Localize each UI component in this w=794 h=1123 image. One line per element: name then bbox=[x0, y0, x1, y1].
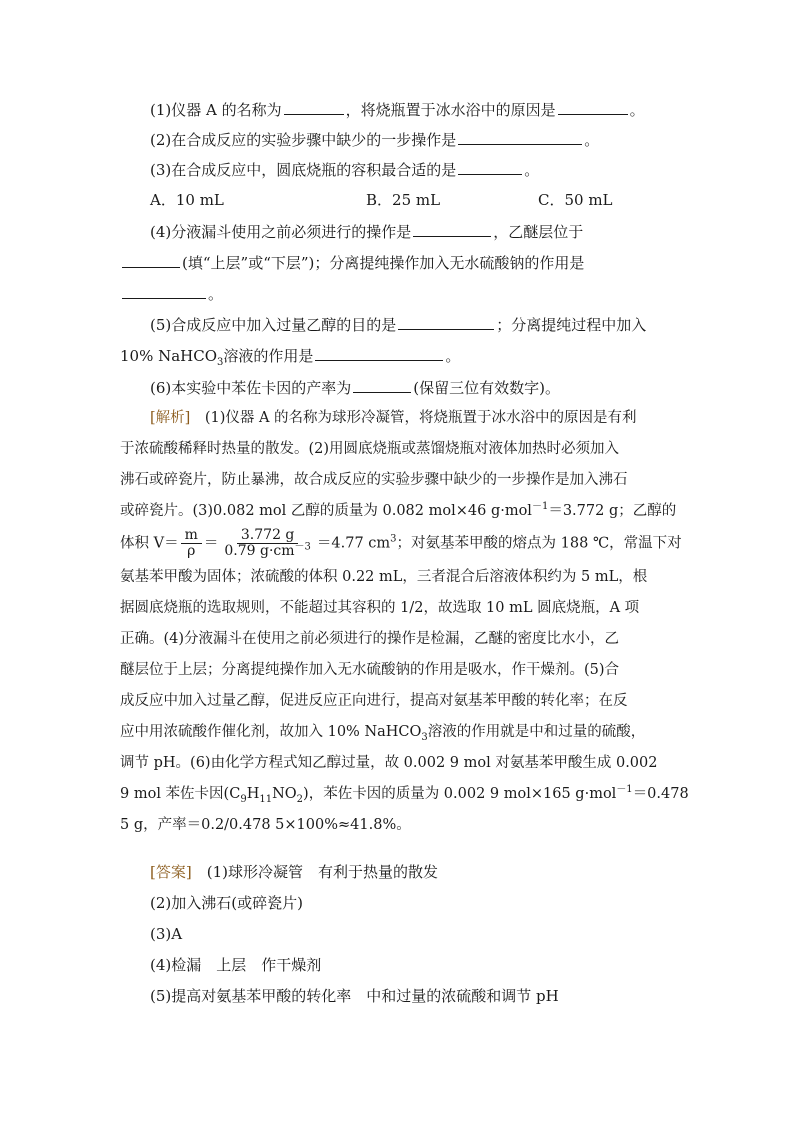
solution-text: ＝3.772 g；乙醇的 bbox=[548, 503, 677, 519]
solution-text: 调节 pH。(6)由化学方程式知乙醇过量，故 0.002 9 mol 对氨基苯甲酸生成 0.002 bbox=[120, 755, 658, 771]
question-3 bbox=[150, 159, 539, 180]
solution-line-1 bbox=[150, 408, 637, 428]
superscript: －1 bbox=[616, 784, 633, 796]
fraction-m-rho bbox=[181, 528, 202, 559]
q6-blank bbox=[353, 377, 411, 393]
q5-text-4: 溶液的作用是 bbox=[223, 347, 314, 365]
solution-text: 成反应中加入过量乙醇，促进反应正向进行，提高对氨基苯甲酸的转化率；在反 bbox=[120, 693, 628, 709]
q5-blank-1 bbox=[398, 314, 494, 330]
fraction-denominator bbox=[220, 541, 315, 559]
answer-text: (4)检漏 上层 作干燥剂 bbox=[150, 956, 322, 974]
answer-line-4 bbox=[150, 955, 321, 975]
solution-line-3 bbox=[120, 470, 628, 490]
solution-text: 正确。(4)分液漏斗在使用之前必须进行的操作是检漏，乙醚的密度比水小，乙 bbox=[120, 631, 620, 647]
solution-text: 5 g，产率＝0.2/0.478 5×100%≈41.8%。 bbox=[120, 817, 411, 833]
subscript: 9 bbox=[240, 793, 247, 805]
q6-end: (保留三位有效数字)。 bbox=[413, 379, 560, 397]
solution-text: ；对氨基苯甲酸的熔点为 188 ℃，常温下对 bbox=[396, 535, 682, 552]
solution-text: H bbox=[246, 786, 260, 802]
q1-end: 。 bbox=[629, 101, 645, 119]
answer-line-2 bbox=[150, 893, 303, 913]
q1-text: (1)仪器 A 的名称为 bbox=[150, 101, 282, 119]
q2-blank bbox=[458, 129, 582, 145]
fraction-numerator: 3.772 g bbox=[237, 528, 299, 544]
solution-text: 于浓硫酸稀释时热量的散发。(2)用圆底烧瓶或蒸馏烧瓶对液体加热时必须加入 bbox=[120, 441, 620, 457]
option-c: C．50 mL bbox=[538, 191, 613, 209]
question-5-line-1 bbox=[150, 314, 646, 335]
solution-line-13 bbox=[120, 784, 689, 804]
question-2 bbox=[150, 129, 599, 150]
question-3-options bbox=[150, 190, 613, 210]
solution-text: ＝0.478 bbox=[632, 786, 689, 802]
q4-end: 。 bbox=[208, 285, 224, 303]
solution-text: (1)仪器 A 的名称为球形冷凝管，将烧瓶置于冰水浴中的原因是有利 bbox=[204, 410, 637, 426]
q4-text-2: ，乙醚层位于 bbox=[493, 223, 584, 241]
solution-line-8 bbox=[120, 629, 619, 649]
answer-text: (5)提高对氨基苯甲酸的转化率 中和过量的浓硫酸和调节 pH bbox=[150, 987, 559, 1005]
answer-line-5 bbox=[150, 986, 559, 1006]
q2-text: (2)在合成反应的实验步骤中缺少的一步操作是 bbox=[150, 131, 457, 149]
solution-text: 据圆底烧瓶的选取规则，不能超过其容积的 1/2，故选取 10 mL 圆底烧瓶，A 项 bbox=[120, 600, 640, 616]
q1-blank-2 bbox=[558, 99, 628, 115]
solution-line-9 bbox=[120, 660, 619, 680]
solution-line-7 bbox=[120, 598, 639, 618]
subscript: 11 bbox=[259, 793, 273, 805]
q5-subscript: 3 bbox=[217, 357, 224, 368]
answer-text: (1)球形冷凝管 有利于热量的散发 bbox=[206, 863, 438, 881]
q5-blank-2 bbox=[315, 345, 443, 361]
q1-blank-1 bbox=[284, 99, 344, 115]
denominator-text: 0.79 g·cm bbox=[224, 543, 295, 559]
solution-line-14 bbox=[120, 815, 411, 835]
question-4-line-3 bbox=[120, 283, 223, 304]
fraction-denominator: ρ bbox=[187, 543, 196, 559]
answer-line-3 bbox=[150, 924, 182, 944]
q4-blank-1 bbox=[413, 221, 491, 237]
question-1 bbox=[150, 99, 645, 120]
solution-line-4 bbox=[120, 501, 676, 521]
answer-text: (2)加入沸石(或碎瓷片) bbox=[150, 894, 303, 912]
q1-text-2: ，将烧瓶置于冰水浴中的原因是 bbox=[345, 101, 556, 119]
q4-blank-3 bbox=[122, 283, 206, 299]
subscript: 2 bbox=[296, 793, 304, 805]
solution-text: NO bbox=[272, 786, 297, 802]
q3-end: 。 bbox=[524, 161, 540, 179]
solution-text: 沸石或碎瓷片，防止暴沸，故合成反应的实验步骤中缺少的一步操作是加入沸石 bbox=[120, 472, 628, 488]
fraction-mass-density bbox=[220, 528, 315, 559]
solution-line-10 bbox=[120, 691, 628, 711]
fraction-numerator: m bbox=[181, 528, 202, 544]
q5-text: (5)合成反应中加入过量乙醇的目的是 bbox=[150, 316, 397, 334]
answer-tag: [答案] bbox=[150, 863, 192, 881]
option-a: A．10 mL bbox=[150, 191, 224, 209]
option-b: B．25 mL bbox=[366, 191, 441, 209]
q5-text-3: 10% NaHCO bbox=[120, 347, 218, 365]
answer-line-1 bbox=[150, 862, 438, 882]
question-4-line-1 bbox=[150, 221, 583, 242]
q3-text: (3)在合成反应中，圆底烧瓶的容积最合适的是 bbox=[150, 161, 457, 179]
solution-line-2 bbox=[120, 439, 619, 459]
solution-text: 或碎瓷片。(3)0.082 mol 乙醇的质量为 0.082 mol×46 g·mol bbox=[120, 503, 532, 519]
solution-text: 溶液的作用就是中和过量的硫酸， bbox=[427, 724, 646, 740]
subscript: 3 bbox=[421, 731, 428, 743]
solution-text: 氨基苯甲酸为固体；浓硫酸的体积 0.22 mL，三者混合后溶液体积约为 5 mL，根 bbox=[120, 569, 648, 585]
question-6 bbox=[150, 377, 560, 398]
solution-tag: [解析] bbox=[150, 410, 191, 426]
superscript: 3 bbox=[390, 533, 397, 545]
q2-end: 。 bbox=[584, 131, 600, 149]
superscript: －3 bbox=[294, 541, 311, 553]
solution-line-5 bbox=[120, 528, 682, 559]
q5-end: 。 bbox=[445, 347, 461, 365]
solution-line-11 bbox=[120, 722, 645, 742]
question-5-line-2 bbox=[120, 345, 460, 366]
equals-sign: ＝ bbox=[203, 535, 219, 552]
question-4-line-2 bbox=[120, 252, 584, 273]
q3-blank bbox=[458, 159, 522, 175]
q4-text-3: (填“上层”或“下层”)；分离提纯操作加入无水硫酸钠的作用是 bbox=[182, 254, 585, 272]
q4-blank-2 bbox=[122, 252, 180, 268]
answer-text: (3)A bbox=[150, 925, 183, 943]
solution-text: ＝4.77 cm bbox=[316, 535, 391, 552]
solution-line-6 bbox=[120, 567, 647, 587]
q4-text: (4)分液漏斗使用之前必须进行的操作是 bbox=[150, 223, 412, 241]
q5-text-2: ；分离提纯过程中加入 bbox=[496, 316, 647, 334]
superscript: －1 bbox=[531, 501, 549, 513]
solution-line-12 bbox=[120, 753, 657, 773]
solution-text: 应中用浓硫酸作催化剂，故加入 10% NaHCO bbox=[120, 724, 422, 740]
q6-text: (6)本实验中苯佐卡因的产率为 bbox=[150, 379, 352, 397]
solution-text: 体积 V＝ bbox=[120, 535, 179, 552]
solution-text: 9 mol 苯佐卡因(C bbox=[120, 786, 241, 802]
solution-text: )，苯佐卡因的质量为 0.002 9 mol×165 g·mol bbox=[303, 786, 617, 802]
solution-text: 醚层位于上层；分离提纯操作加入无水硫酸钠的作用是吸水，作干燥剂。(5)合 bbox=[120, 662, 620, 678]
